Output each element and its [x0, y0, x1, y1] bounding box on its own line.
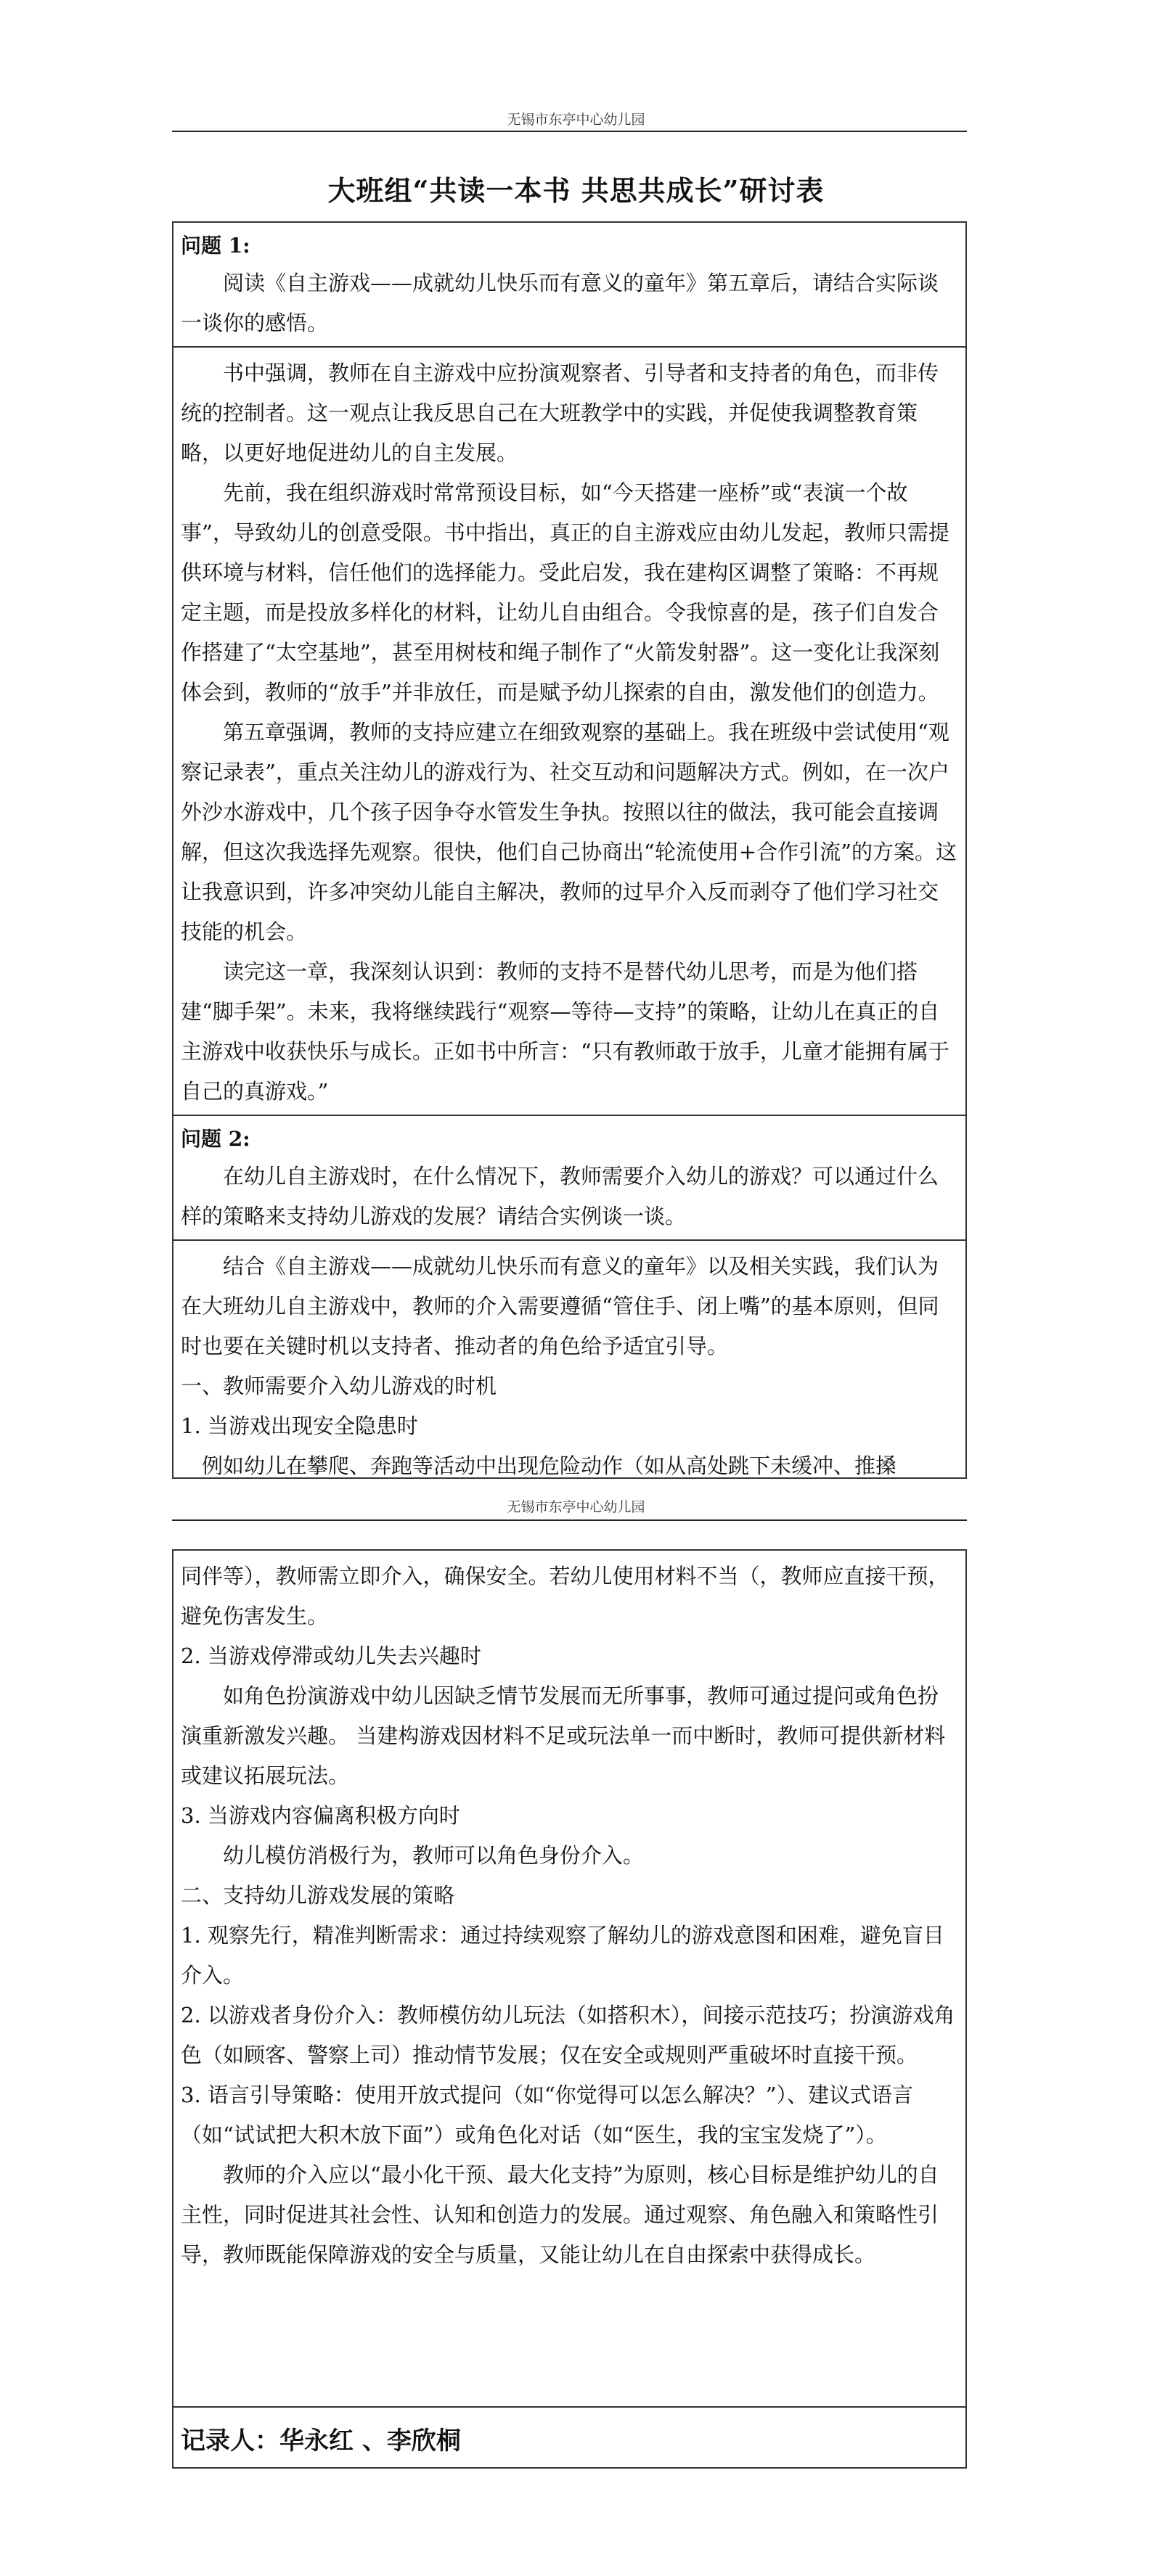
- answer-2-intro: 结合《自主游戏——成就幼儿快乐而有意义的童年》以及相关实践，我们认为在大班幼儿自主游戏中，教师的介入需要遵循“管住手、闭上嘴”的基本原则，但同时也要在关键时机以支持者、推动者的角色给予适宜引导。: [181, 1254, 939, 1358]
- question-1-label: 问题 1:: [181, 234, 250, 258]
- page-header: 无锡市东亭中心幼儿园: [507, 1499, 645, 1515]
- item-2-text: 如角色扮演游戏中幼儿因缺乏情节发展而无所事事，教师可通过提问或角色扮演重新激发兴趣。 当建构游戏因材料不足或玩法单一而中断时，教师可提供新材料或建议拓展玩法。: [181, 1683, 946, 1788]
- section-1-heading: 一、教师需要介入幼儿游戏的时机: [181, 1374, 497, 1398]
- answer-1-row: [173, 346, 965, 1115]
- answer-1-paragraph: 读完这一章，我深刻认识到：教师的支持不是替代幼儿思考，而是为他们搭建“脚手架”。未来，我将继续践行“观察—等待—支持”的策略，让幼儿在真正的自主游戏中收获快乐与成长。正如书中所言：“只有教师敢于放手，儿童才能拥有属于自己的真游戏。”: [181, 959, 949, 1104]
- answer-2-row-part-2: [173, 1551, 965, 2406]
- question-2-row: [173, 1115, 965, 1239]
- item-3-heading: 3. 当游戏内容偏离积极方向时: [181, 1803, 460, 1828]
- strategy-1: 1. 观察先行，精准判断需求：通过持续观察了解幼儿的游戏意图和困难，避免盲目介入。: [181, 1923, 944, 1988]
- discussion-table-page-2: [172, 1549, 967, 2469]
- strategy-3: 3. 语言引导策略：使用开放式提问（如“你觉得可以怎么解决？”）、建议式语言（如“试试把大积木放下面”）或角色化对话（如“医生，我的宝宝发烧了”）。: [181, 2083, 914, 2147]
- question-1-prompt: 阅读《自主游戏——成就幼儿快乐而有意义的童年》第五章后，请结合实际谈一谈你的感悟。: [181, 271, 939, 335]
- question-2-prompt: 在幼儿自主游戏时，在什么情况下，教师需要介入幼儿的游戏？可以通过什么样的策略来支持幼儿游戏的发展？请结合实例谈一谈。: [181, 1164, 939, 1228]
- answer-1-paragraph: 先前，我在组织游戏时常常预设目标，如“今天搭建一座桥”或“表演一个故事”，导致幼儿的创意受限。书中指出，真正的自主游戏应由幼儿发起，教师只需提供环境与材料，信任他们的选择能力。受此启发，我在建构区调整了策略：不再规定主题，而是投放多样化的材料，让幼儿自由组合。令我惊喜的是，孩子们自发合作搭建了“太空基地”，甚至用树枝和绳子制作了“火箭发射器”。这一变化让我深刻体会到，教师的“放手”并非放任，而是赋予幼儿探索的自由，激发他们的创造力。: [181, 480, 949, 705]
- section-2-heading: 二、支持幼儿游戏发展的策略: [181, 1883, 455, 1908]
- recorder-row: [173, 2406, 965, 2466]
- answer-2-row-part-1: [173, 1239, 965, 1489]
- item-3-text: 幼儿模仿消极行为，教师可以角色身份介入。: [223, 1843, 645, 1868]
- strategy-2: 2. 以游戏者身份介入：教师模仿幼儿玩法（如搭积木），间接示范技巧；扮演游戏角色（如顾客、警察上司）推动情节发展；仅在安全或规则严重破坏时直接干预。: [181, 2003, 955, 2067]
- page-title: 大班组“共读一本书 共思共成长”研讨表: [327, 174, 825, 207]
- item-2-heading: 2. 当游戏停滞或幼儿失去兴趣时: [181, 1644, 481, 1668]
- header-divider: [172, 1519, 967, 1521]
- answer-1-paragraph: 书中强调，教师在自主游戏中应扮演观察者、引导者和支持者的角色，而非传统的控制者。这一观点让我反思自己在大班教学中的实践，并促使我调整教育策略，以更好地促进幼儿的自主发展。: [181, 361, 939, 465]
- item-1-text-continued: 同伴等），教师需立即介入，确保安全。若幼儿使用材料不当（，教师应直接干预，避免伤害发生。: [181, 1564, 949, 1628]
- question-1-row: [173, 223, 965, 346]
- discussion-table-page-1: [172, 221, 967, 1479]
- item-1-text: 例如幼儿在攀爬、奔跑等活动中出现危险动作（如从高处跳下未缓冲、推搡: [202, 1453, 897, 1478]
- page-header: 无锡市东亭中心幼儿园: [507, 112, 645, 128]
- conclusion: 教师的介入应以“最小化干预、最大化支持”为原则，核心目标是维护幼儿的自主性，同时促进其社会性、认知和创造力的发展。通过观察、角色融入和策略性引导，教师既能保障游戏的安全与质量，又能让幼儿在自由探索中获得成长。: [181, 2162, 939, 2267]
- recorder: 记录人：华永红 、李欣桐: [181, 2427, 461, 2456]
- answer-1-paragraph: 第五章强调，教师的支持应建立在细致观察的基础上。我在班级中尝试使用“观察记录表”，重点关注幼儿的游戏行为、社交互动和问题解决方式。例如，在一次户外沙水游戏中，几个孩子因争夺水管发生争执。按照以往的做法，我可能会直接调解，但这次我选择先观察。很快，他们自己协商出“轮流使用+合作引流”的方案。这让我意识到，许多冲突幼儿能自主解决，教师的过早介入反而剥夺了他们学习社交技能的机会。: [181, 720, 957, 944]
- item-1-heading: 1. 当游戏出现安全隐患时: [181, 1414, 418, 1438]
- question-2-label: 问题 2:: [181, 1127, 250, 1151]
- header-divider: [172, 131, 967, 132]
